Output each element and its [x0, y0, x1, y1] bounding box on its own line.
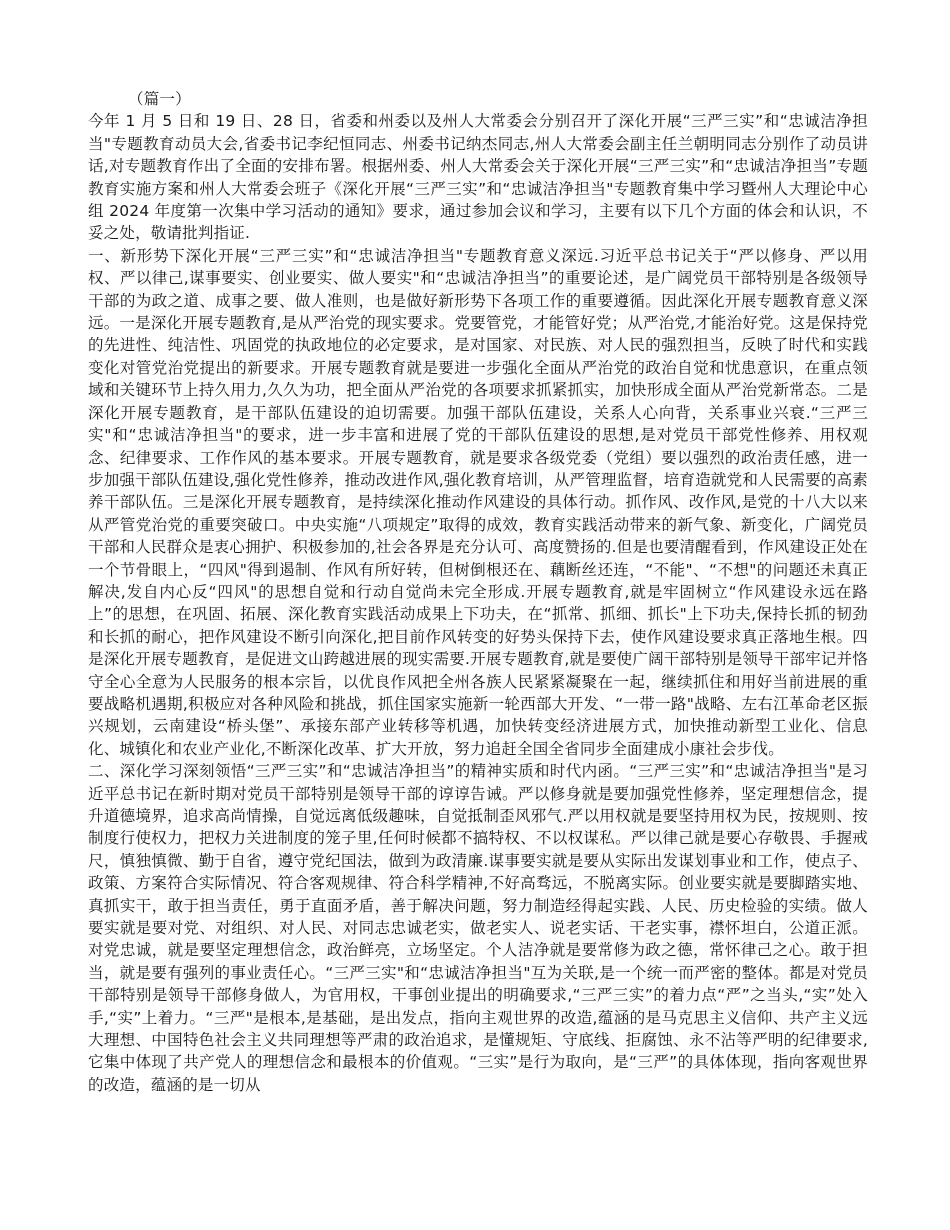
document-page [88, 88, 868, 1096]
section-label: （篇一） [128, 90, 191, 108]
intro-paragraph: 今年 1 月 5 日和 19 日、28 日，省委和州委以及州人大常委会分别召开了深化开展“三严三实”和“忠诚洁净担当"专题教育动员大会,省委书记李纪恒同志、州委书记纳杰同志,州人大常委会副主任兰朝明同志分别作了动员讲话,对专题教育作出了全面的安排布署。根据州委、州人大常委会关于深化开展“三严三实”和“忠诚洁净担当”专题教育实施方案和州人大常委会班子《深化开展“三严三实”和“忠诚洁净担当"专题教育集中学习暨州人大理论中心组 2024 年度第一次集中学习活动的通知》要求，通过参加会议和学习，主要有以下几个方面的体会和认识，不妥之处，敬请批判指证. [88, 112, 868, 243]
section-two-paragraph: 二、深化学习深刻领悟“三严三实”和“忠诚洁净担当”的精神实质和时代内函。“三严三实”和“忠诚洁净担当"是习近平总书记在新时期对党员干部特别是领导干部的谆谆告诫。严以修身就是要加强党性修养，坚定理想信念，提升道德境界，追求高尚情操，自觉远离低级趣味，自觉抵制歪风邪气.严以用权就是要坚持用权为民，按规则、按制度行使权力，把权力关进制度的笼子里,任何时候都不搞特权、不以权谋私。严以律己就是要心存敬畏、手握戒尺，慎独慎微、勤于自省，遵守党纪国法，做到为政清廉.谋事要实就是要从实际出发谋划事业和工作，使点子、政策、方案符合实际情况、符合客观规律、符合科学精神,不好高骛远，不脱离实际。创业要实就是要脚踏实地、真抓实干，敢于担当责任，勇于直面矛盾，善于解决问题，努力制造经得起实践、人民、历史检验的实绩。做人要实就是要对党、对组织、对人民、对同志忠诚老实，做老实人、说老实话、干老实事，襟怀坦白，公道正派。对党忠诚，就是要坚定理想信念，政治鲜亮，立场坚定。个人洁净就是要常修为政之德，常怀律己之心。敢于担当，就是要有强列的事业责任心。“三严三实"和“忠诚洁净担当"互为关联,是一个统一而严密的整体。都是对党员干部特别是领导干部修身做人，为官用权，干事创业提出的明确要求,“三严三实”的着力点“严”之当头,“实”处入手,“实”上着力。“三严"是根本,是基础，是出发点，指向主观世界的改造,蕴涵的是马克思主义信仰、共产主义远大理想、中国特色社会主义共同理想等严肃的政治追求，是懂规矩、守底线、拒腐蚀、永不沾等严明的纪律要求,它集中体现了共产党人的理想信念和最根本的价值观。“三实”是行为取向，是“三严”的具体体现，指向客观世界的改造，蕴涵的是一切从 [88, 762, 868, 1094]
section-one-paragraph: 一、新形势下深化开展“三严三实”和“忠诚洁净担当"专题教育意义深远.习近平总书记关于“严以修身、严以用权、严以律己,谋事要实、创业要实、做人要实"和“忠诚洁净担当”的重要论述，是广阔党员干部特别是各级领导干部的为政之道、成事之要、做人准则，也是做好新形势下各项工作的重要遵循。因此深化开展专题教育意义深远。一是深化开展专题教育,是从严治党的现实要求。党要管党，才能管好党；从严治党,才能治好党。这是保持党的先进性、纯洁性、巩固党的执政地位的必定要求，是对国家、对民族、对人民的强烈担当，反映了时代和实践变化对管党治党提出的新要求。开展专题教育就是要进一步强化全面从严治党的政治自觉和忧患意识，在重点领域和关键环节上持久用力,久久为功，把全面从严治党的各项要求抓紧抓实，加快形成全面从严治党新常态。二是深化开展专题教育，是干部队伍建设的迫切需要。加强干部队伍建设，关系人心向背，关系事业兴衰.“三严三实"和“忠诚洁净担当"的要求，进一步丰富和进展了党的干部队伍建设的思想,是对党员干部党性修养、用权观念、纪律要求、工作作风的基本要求。开展专题教育，就是要求各级党委（党组）要以强烈的政治责任感，进一步加强干部队伍建设,强化党性修养，推动改进作风,强化教育培训，从严管理监督，培育造就党和人民需要的高素养干部队伍。三是深化开展专题教育，是持续深化推动作风建设的具体行动。抓作风、改作风,是党的十八大以来从严管党治党的重要突破口。中央实施“八项规定”取得的成效，教育实践活动带来的新气象、新变化，广阔党员干部和人民群众是衷心拥护、积极参加的,社会各界是充分认可、高度赞扬的.但是也要清醒看到，作风建设正处在一个节骨眼上，“四风"得到遏制、作风有所好转，但树倒根还在、藕断丝还连，“不能"、“不想"的问题还未真正解决,发自内心反“四风"的思想自觉和行动自觉尚未完全形成.开展专题教育,就是牢固树立“作风建设永远在路上”的思想，在巩固、拓展、深化教育实践活动成果上下功夫，在“抓常、抓细、抓长"上下功夫,保持长抓的韧劲和长抓的耐心，把作风建设不断引向深化,把目前作风转变的好势头保持下去，使作风建设要求真正落地生根。四是深化开展专题教育，是促进文山跨越进展的现实需要.开展专题教育,就是要使广阔干部特别是领导干部牢记并恪守全心全意为人民服务的根本宗旨，以优良作风把全州各族人民紧紧凝聚在一起，继续抓住和用好当前进展的重要战略机遇期,积极应对各种风险和挑战，抓住国家实施新一轮西部大开发、“一带一路"战略、左右江革命老区振兴规划，云南建设“桥头堡”、承接东部产业转移等机遇，加快转变经济进展方式，加快推动新型工业化、信息化、城镇化和农业产业化,不断深化改革、扩大开放，努力追赶全国全省同步全面建成小康社会步伐。 [88, 246, 868, 758]
